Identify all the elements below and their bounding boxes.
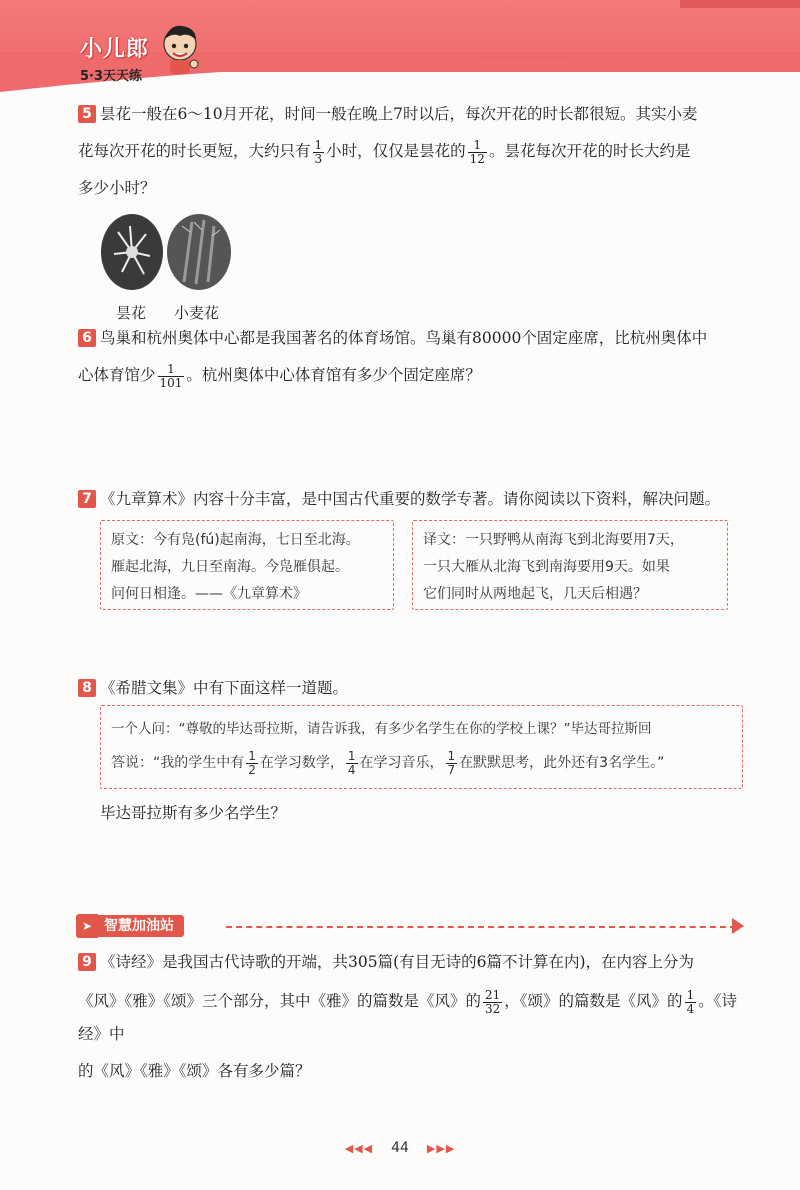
question-9	[78, 946, 755, 1088]
q8-text: 《希腊文集》中有下面这样一道题。	[100, 679, 349, 697]
pythagoras-quote-box	[100, 705, 743, 789]
next-arrows-icon: ▶▶▶	[426, 1142, 456, 1155]
q9-number-badge: 9	[78, 953, 96, 971]
q6-line1	[78, 322, 755, 355]
mascot-icon	[160, 22, 200, 76]
caption-epiphyllum: 昙花	[116, 304, 147, 322]
q9-line2: 《风》《雅》《颂》三个部分，其中《雅》的篇数是《风》的 $\frac{21}{32}$ ，《颂》的篇数是《风》的 $\frac{1}{4}$ 。《诗经》中	[78, 987, 737, 1043]
orig-line1: 原文：今有凫(fú)起南海，七日至北海。	[111, 532, 360, 548]
question-8	[78, 672, 755, 705]
q6-line2	[78, 359, 755, 392]
fraction-1-7: $\frac{1}{7}$	[447, 748, 456, 777]
q7-text: 《九章算术》内容十分丰富，是中国古代重要的数学专著。请你阅读以下资料，解决问题。	[100, 490, 721, 508]
arrow-right-icon	[732, 918, 744, 934]
q9-text1: 《诗经》是我国古代诗歌的开端，共305篇(有目无诗的6篇不计算在内)，在内容上分为	[100, 953, 695, 971]
fraction-1-12: $\frac{1}{12}$	[469, 137, 485, 166]
section-header	[76, 913, 746, 941]
q6-text2b: 。杭州奥体中心体育馆有多少个固定座席？	[186, 366, 481, 384]
q5-text2b: 小时，仅仅是昙花的	[326, 142, 466, 160]
quote-line2: 答说：“我的学生中有 $\frac{1}{2}$ 在学习数学， $\frac{1}{4}$ 在学习音乐， $\frac{1}{7}$ 在默默思考，此外还有3名学生。”	[111, 748, 665, 777]
q6-number-badge: 6	[78, 329, 96, 347]
orig-line2: 雁起北海，九日至南海。今凫雁俱起。	[111, 559, 349, 575]
question-7	[78, 483, 755, 516]
fraction-21-32: $\frac{21}{32}$	[485, 987, 501, 1016]
page-footer	[0, 1140, 800, 1156]
q5-line2	[78, 135, 755, 168]
q7-line1	[78, 483, 755, 516]
q6-text1: 鸟巢和杭州奥体中心都是我国著名的体育场馆。鸟巢有80000个固定座席，比杭州奥体中	[100, 329, 708, 347]
q6-text2a: 心体育馆少	[78, 366, 156, 384]
caption-wheat-flower: 小麦花	[174, 304, 220, 322]
q9-line3: 的《风》《雅》《颂》各有多少篇？	[78, 1062, 311, 1080]
fraction-1-4: $\frac{1}{4}$	[347, 748, 356, 777]
translation-box	[412, 520, 728, 610]
page-number: 44	[391, 1140, 409, 1156]
q5-text2c: 。昙花每次开花的时长大约是	[488, 142, 691, 160]
brand-logo	[80, 32, 149, 84]
q5-line3	[78, 172, 755, 205]
fraction-1-2: $\frac{1}{2}$	[248, 748, 256, 777]
quote-line1: 一个人问：“尊敬的毕达哥拉斯，请告诉我，有多少名学生在你的学校上课？”毕达哥拉斯回	[111, 721, 652, 737]
q7-number-badge: 7	[78, 490, 96, 508]
q8-question-text: 毕达哥拉斯有多少名学生？	[100, 804, 287, 822]
q5-text1: 昙花一般在6～10月开花，时间一般在晚上7时以后，每次开花的时长都很短。其实小麦	[100, 105, 698, 123]
logo-title: 小儿郎	[80, 37, 150, 62]
trans-line1: 译文：一只野鸭从南海飞到北海要用7天，	[423, 532, 684, 548]
q8-number-badge: 8	[78, 679, 96, 697]
epiphyllum-photo	[100, 212, 164, 292]
q5-line1	[78, 98, 755, 131]
question-6	[78, 322, 755, 392]
fraction-1-3: $\frac{1}{3}$	[314, 137, 323, 166]
original-text-box	[100, 520, 394, 610]
flower-images	[100, 210, 240, 320]
section-dashed-line	[226, 926, 736, 928]
q5-number-badge: 5	[78, 105, 96, 123]
orig-line3: 问何日相逢。——《九章算术》	[111, 586, 307, 602]
q9-line1	[78, 946, 755, 979]
trans-line2: 一只大雁从北海飞到南海要用9天。如果	[423, 559, 670, 575]
fuel-icon: ➤	[76, 914, 98, 938]
q5-text3: 多少小时？	[78, 179, 156, 197]
prev-arrows-icon: ◀◀◀	[344, 1142, 374, 1155]
wheat-flower-photo	[166, 212, 232, 292]
header-strip	[680, 0, 800, 8]
fraction-1-101: $\frac{1}{101}$	[159, 361, 183, 390]
question-5	[78, 98, 755, 205]
q5-text2a: 花每次开花的时长更短，大约只有	[78, 142, 311, 160]
trans-line3: 它们同时从两地起飞，几天后相遇？	[423, 586, 647, 602]
fraction-1-4-q9: $\frac{1}{4}$	[686, 987, 695, 1016]
logo-subtitle: 5·3天天练	[80, 69, 143, 84]
q8-question	[100, 797, 755, 830]
section-title: 智慧加油站	[94, 915, 184, 937]
q8-line1	[78, 672, 755, 705]
